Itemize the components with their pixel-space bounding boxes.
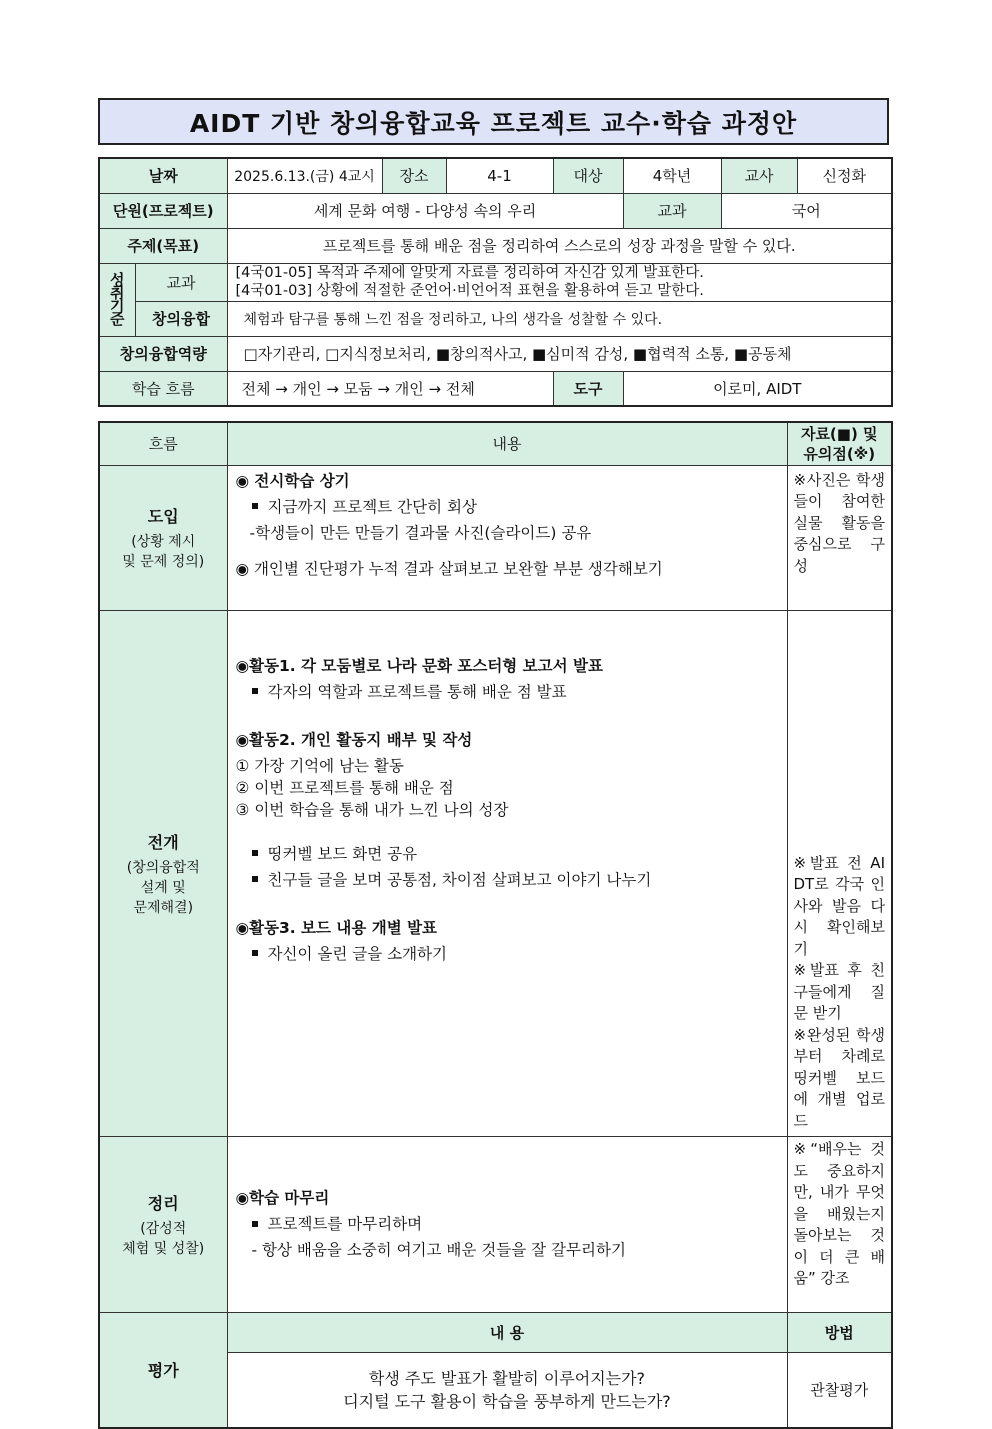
eval-criterion-1: 학생 주도 발표가 활발히 이루어지는가? <box>368 1368 646 1388</box>
intro-line-review: ◉ 전시학습 상기 <box>235 471 350 490</box>
develop-notes <box>787 610 892 1137</box>
develop-content <box>227 610 787 1137</box>
teacher-label: 교사 <box>721 158 797 193</box>
teacher-value: 신정화 <box>797 158 892 193</box>
develop-note-3: ※완성된 학생부터 차례로 띵커벨 보드에 개별 업로드 <box>793 1025 885 1130</box>
square-bullet-icon <box>252 1221 258 1227</box>
eval-method: 관찰평가 <box>787 1353 892 1428</box>
wrap-line-title: ◉학습 마무리 <box>235 1189 330 1207</box>
stage-develop-sub-2: 설계 및 <box>140 879 186 896</box>
develop-note-1: ※발표 전 AIDT로 각국 인사와 발음 다시 확인해보기 <box>793 853 885 958</box>
stage-intro <box>99 465 227 610</box>
activity-1-item-text: 각자의 역할과 프로젝트를 통해 배운 점 발표 <box>267 682 567 701</box>
flow-label: 학습 흐름 <box>99 371 227 406</box>
stage-eval: 평가 <box>99 1313 227 1428</box>
activity-2-item-3: ③ 이번 학습을 통해 내가 느낀 나의 성장 <box>235 800 509 819</box>
achievement-subject-label: 교과 <box>135 263 227 301</box>
stage-wrap-sub-1: (감성적 <box>140 1221 187 1237</box>
intro-content <box>227 465 787 610</box>
creative-value: 체험과 탐구를 통해 느낀 점을 정리하고, 나의 생각을 성찰할 수 있다. <box>227 301 892 336</box>
stage-develop <box>99 610 227 1137</box>
eval-criterion-2: 디지털 도구 활용이 학습을 풍부하게 만드는가? <box>343 1391 671 1411</box>
activity-2-title: ◉활동2. 개인 활동지 배부 및 작성 <box>235 730 473 749</box>
stage-wrap-sub-2: 체험 및 성찰) <box>122 1241 205 1257</box>
topic-label: 주제(목표) <box>99 228 227 263</box>
stage-intro-title: 도입 <box>147 507 179 526</box>
activity-1-item <box>236 681 779 703</box>
header-content: 내용 <box>227 422 787 465</box>
eval-header-content: 내 용 <box>227 1313 787 1353</box>
competency-value: □자기관리, □지식정보처리, ■창의적사고, ■심미적 감성, ■협력적 소통, ■공동체 <box>227 336 892 371</box>
tool-value: 이로미, AIDT <box>623 371 892 406</box>
activity-3-item-text: 자신이 올린 글을 소개하기 <box>267 944 447 963</box>
activity-2-item-5-text: 친구들 글을 보며 공통점, 차이점 살펴보고 이야기 나누기 <box>267 870 652 889</box>
page-title: AIDT 기반 창의융합교육 프로젝트 교수·학습 과정안 <box>98 98 889 145</box>
unit-label: 단원(프로젝트) <box>99 193 227 228</box>
flow-value: 전체 → 개인 → 모둠 → 개인 → 전체 <box>227 371 553 406</box>
stage-intro-sub-1: (상황 제시 <box>131 534 196 550</box>
activity-2-item-2: ② 이번 프로젝트를 통해 배운 점 <box>235 778 454 797</box>
square-bullet-icon <box>252 850 258 856</box>
activity-2-item-4 <box>236 843 779 865</box>
intro-line-recall-text: 지금까지 프로젝트 간단히 회상 <box>267 497 477 516</box>
eval-criteria <box>227 1353 787 1428</box>
activity-3-item <box>236 943 779 965</box>
creative-label: 창의융합 <box>135 301 227 336</box>
activity-3-title: ◉활동3. 보드 내용 개별 발표 <box>235 918 438 937</box>
achievement-label-text: 성취기준 <box>107 271 126 324</box>
header-note <box>787 422 892 465</box>
achievement-standard-1: [4국01-05] 목적과 주제에 알맞게 자료를 정리하여 자신감 있게 발표한다. <box>235 265 704 281</box>
activity-2-item-4-text: 띵커벨 보드 화면 공유 <box>267 844 418 863</box>
achievement-label <box>99 263 135 336</box>
competency-label: 창의융합역량 <box>99 336 227 371</box>
stage-develop-title: 전개 <box>147 832 179 852</box>
stage-develop-sub-1: (창의융합적 <box>126 859 200 876</box>
intro-line-diagnostic: ◉ 개인별 진단평가 누적 결과 살펴보고 보완할 부분 생각해보기 <box>235 559 663 578</box>
stage-develop-sub-3: 문제해결) <box>133 899 194 916</box>
square-bullet-icon <box>252 688 258 694</box>
square-bullet-icon <box>252 950 258 956</box>
stage-intro-sub-2: 및 문제 정의) <box>122 554 205 570</box>
header-flow: 흐름 <box>99 422 227 465</box>
place-value: 4-1 <box>446 158 553 193</box>
wrap-line-reflect: - 항상 배움을 소중히 여기고 배운 것들을 잘 갈무리하기 <box>251 1241 626 1259</box>
header-note-line-2: 유의점(※) <box>803 444 876 463</box>
intro-line-recall <box>236 494 779 520</box>
activity-1-title: ◉활동1. 각 모둠별로 나라 문화 포스터형 보고서 발표 <box>235 656 603 675</box>
intro-line-photos: -학생들이 만든 만들기 결과물 사진(슬라이드) 공유 <box>249 523 592 542</box>
square-bullet-icon <box>252 876 258 882</box>
wrap-note: ※“배우는 것도 중요하지만, 내가 무엇을 배웠는지 돌아보는 것이 더 큰 배움” 강조 <box>787 1137 892 1313</box>
wrap-line-finish-text: 프로젝트를 마무리하며 <box>267 1215 423 1233</box>
stage-wrap-title: 정리 <box>147 1194 179 1213</box>
wrap-content <box>227 1137 787 1313</box>
lesson-info-table <box>98 157 893 407</box>
subject-label: 교과 <box>623 193 721 228</box>
intro-note: ※사진은 학생들이 참여한 실물 활동을 중심으로 구성 <box>787 465 892 610</box>
target-value: 4학년 <box>623 158 721 193</box>
topic-value: 프로젝트를 통해 배운 점을 정리하여 스스로의 성장 과정을 말할 수 있다. <box>227 228 892 263</box>
eval-header-method: 방법 <box>787 1313 892 1353</box>
square-bullet-icon <box>252 503 258 509</box>
date-label: 날짜 <box>99 158 227 193</box>
lesson-process-table <box>98 421 893 1429</box>
tool-label: 도구 <box>553 371 623 406</box>
subject-value: 국어 <box>721 193 892 228</box>
activity-2-item-5 <box>236 869 779 891</box>
date-value: 2025.6.13.(금) 4교시 <box>227 158 382 193</box>
target-label: 대상 <box>553 158 623 193</box>
stage-wrap <box>99 1137 227 1313</box>
wrap-line-finish <box>236 1211 779 1237</box>
activity-2-item-1: ① 가장 기억에 남는 활동 <box>235 756 404 775</box>
header-note-line-1: 자료(■) 및 <box>800 424 878 443</box>
place-label: 장소 <box>382 158 446 193</box>
achievement-standards <box>227 263 892 301</box>
develop-note-2: ※발표 후 친구들에게 질문 받기 <box>793 961 885 1022</box>
unit-value: 세계 문화 여행 - 다양성 속의 우리 <box>227 193 623 228</box>
achievement-standard-2: [4국01-03] 상황에 적절한 준언어·비언어적 표현을 활용하여 듣고 말한다. <box>235 283 704 299</box>
